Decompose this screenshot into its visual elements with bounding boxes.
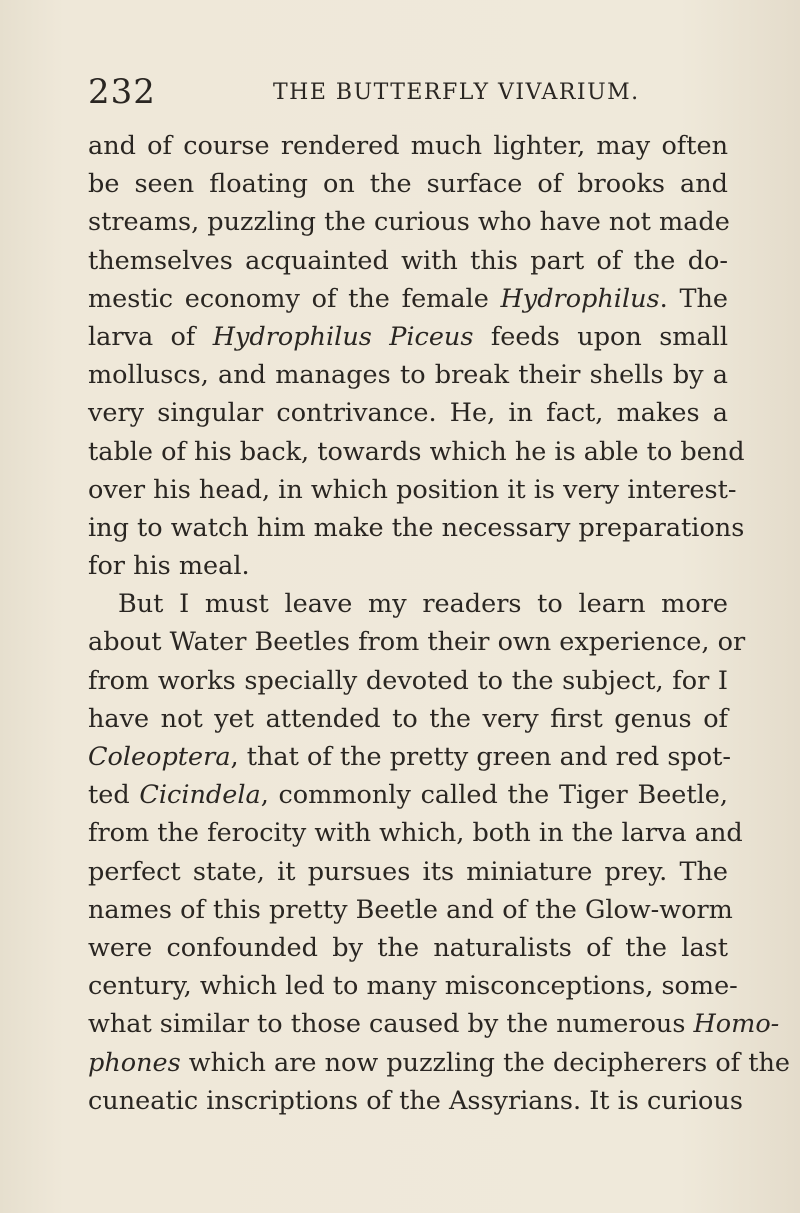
text-line: century, which led to many misconceptions, some- bbox=[88, 971, 738, 1002]
page-number: 232 bbox=[88, 72, 156, 112]
text-line: names of this pretty Beetle and of the Glow-worm bbox=[88, 894, 733, 925]
text-line: have not yet attended to the very first genus of bbox=[88, 703, 728, 734]
text-line: cuneatic inscriptions of the Assyrians. It is curious bbox=[88, 1085, 743, 1116]
text-line: very singular contrivance. He, in fact, makes a bbox=[88, 398, 728, 429]
text-line: what similar to those caused by the numerous Homo- bbox=[88, 1009, 780, 1040]
text-line: table of his back, towards which he is able to bend bbox=[88, 436, 745, 467]
text-line: Coleoptera, that of the pretty green and red spot- bbox=[88, 742, 731, 772]
text-line: perfect state, it pursues its miniature prey. The bbox=[88, 856, 728, 887]
paragraph-start-line: But I must leave my readers to learn more bbox=[118, 589, 728, 620]
body-text bbox=[88, 127, 790, 1120]
text-line: themselves acquainted with this part of the do- bbox=[88, 245, 728, 276]
text-line: be seen floating on the surface of brooks and bbox=[88, 169, 728, 200]
page-header bbox=[88, 72, 724, 112]
text-line: mestic economy of the female Hydrophilus. The bbox=[88, 283, 728, 314]
text-line: were confounded by the naturalists of the last bbox=[88, 932, 728, 963]
paragraph-end-line: for his meal. bbox=[88, 551, 250, 582]
text-line: from works specially devoted to the subject, for I bbox=[88, 665, 728, 696]
text-line: ing to watch him make the necessary preparations bbox=[88, 512, 745, 543]
text-line: streams, puzzling the curious who have not made bbox=[88, 207, 730, 238]
text-line: molluscs, and manages to break their shells by a bbox=[88, 360, 728, 391]
text-line: over his head, in which position it is very interest- bbox=[88, 474, 737, 505]
text-line: from the ferocity with which, both in the larva and bbox=[88, 818, 743, 849]
text-line: about Water Beetles from their own experience, or bbox=[88, 627, 746, 658]
text-line: larva of Hydrophilus Piceus feeds upon small bbox=[88, 321, 728, 352]
running-title: THE BUTTERFLY VIVARIUM. bbox=[273, 80, 640, 105]
text-line: ted Cicindela, commonly called the Tiger Beetle, bbox=[88, 780, 728, 811]
text-line: and of course rendered much lighter, may often bbox=[88, 131, 728, 161]
text-line: phones which are now puzzling the decipherers of the bbox=[88, 1047, 790, 1078]
